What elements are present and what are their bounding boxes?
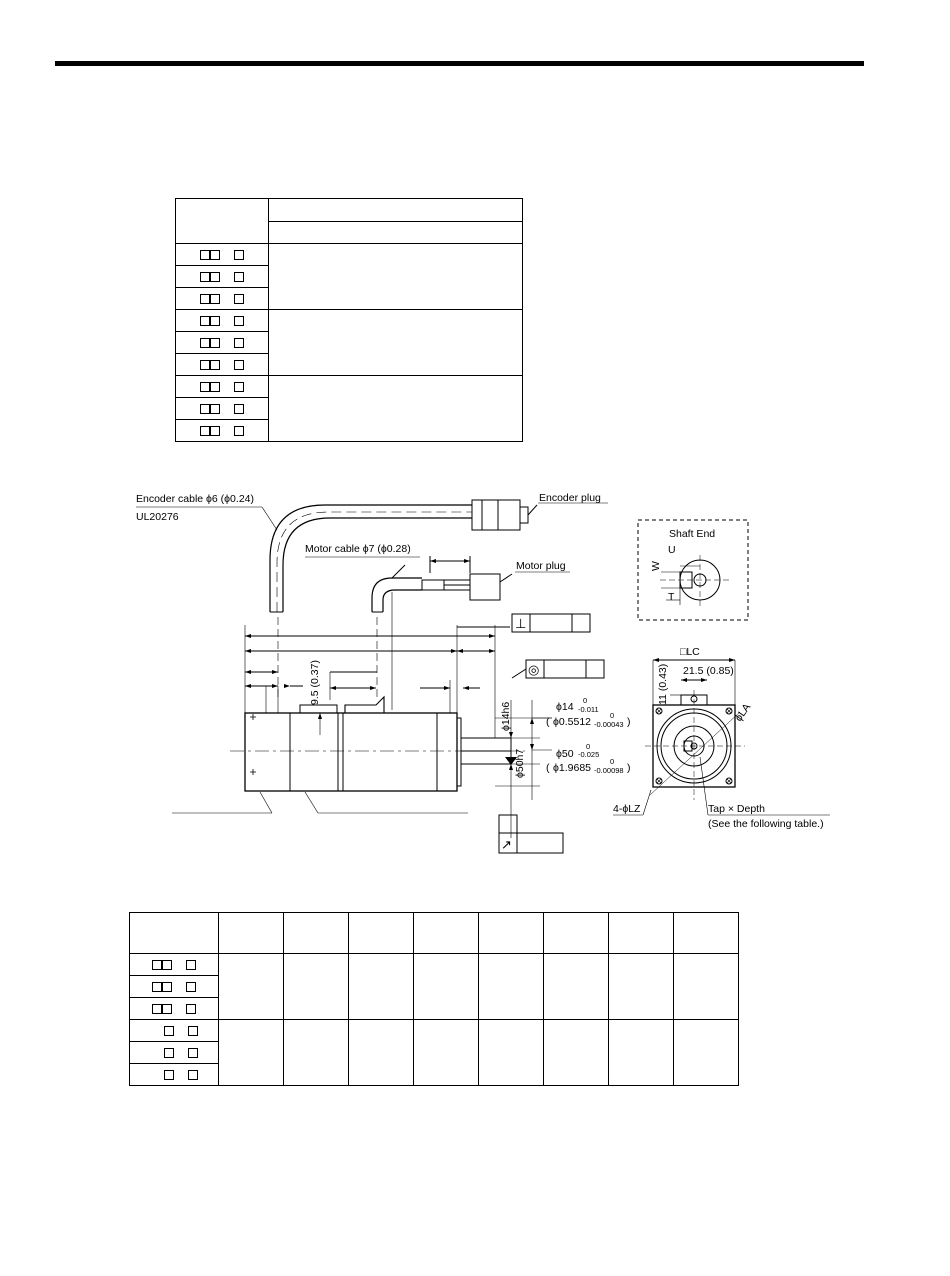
encoder-cable-spec: UL20276 <box>136 511 179 523</box>
tap-label: Tap × Depth <box>708 803 765 815</box>
motor-plug-shape <box>470 574 500 600</box>
spigot-h7-label: ϕ50h7 <box>514 748 526 778</box>
shaft-u-label: U <box>668 544 676 556</box>
shaft-inch-lo: -0.00043 <box>594 720 624 729</box>
shaft-tol-lo: -0.011 <box>578 705 599 714</box>
dim-21-5: 21.5 (0.85) <box>683 665 734 677</box>
shaft-h6-label: ϕ14h6 <box>500 701 512 731</box>
encoder-plug-label: Encoder plug <box>539 492 601 504</box>
motor-plug-label: Motor plug <box>516 560 566 572</box>
encoder-cable-label: Encoder cable ϕ6 (ϕ0.24) <box>136 493 254 505</box>
dim-11: 11 (0.43) <box>657 663 669 705</box>
spigot-tol-up: 0 <box>586 742 591 751</box>
lc-label: □LC <box>680 646 700 658</box>
paren-close-2: ) <box>627 762 631 774</box>
encoder-cable-outer <box>270 505 472 612</box>
spigot-inch-lo: -0.00098 <box>594 766 624 775</box>
encoder-cable-inner <box>283 518 472 612</box>
shaft-t-label: T <box>668 591 675 603</box>
phi-la-label: ϕLA <box>732 701 754 724</box>
shaft-dim: ϕ14 <box>556 701 574 713</box>
tap-note: (See the following table.) <box>708 818 824 830</box>
dim-9-5: 9.5 (0.37) <box>309 660 321 705</box>
encoder-plug-shape <box>472 500 520 530</box>
shaft-tol-up: 0 <box>583 696 588 705</box>
spigot-inch-up: 0 <box>610 757 615 766</box>
paren-open: ( <box>546 716 550 728</box>
perpendicularity-icon: ⊥ <box>515 616 527 631</box>
motor-cable-label: Motor cable ϕ7 (ϕ0.28) <box>305 543 411 555</box>
shaft-inch-up: 0 <box>610 711 615 720</box>
shaft-end-label: Shaft End <box>669 528 716 540</box>
shaft-inch: ϕ0.5512 <box>553 716 591 728</box>
motor-body <box>245 713 457 791</box>
holes-label: 4-ϕLZ <box>613 803 641 815</box>
runout-icon: ↗ <box>501 837 512 852</box>
spigot-inch: ϕ1.9685 <box>553 762 591 774</box>
shaft-w-label: W <box>650 561 662 571</box>
concentricity-icon: ◎ <box>528 662 540 677</box>
spigot-dim: ϕ50 <box>556 748 574 760</box>
paren-open-2: ( <box>546 762 550 774</box>
motor-cable-outer <box>372 578 422 612</box>
paren-close: ) <box>627 716 631 728</box>
spigot-tol-lo: -0.025 <box>578 750 600 759</box>
